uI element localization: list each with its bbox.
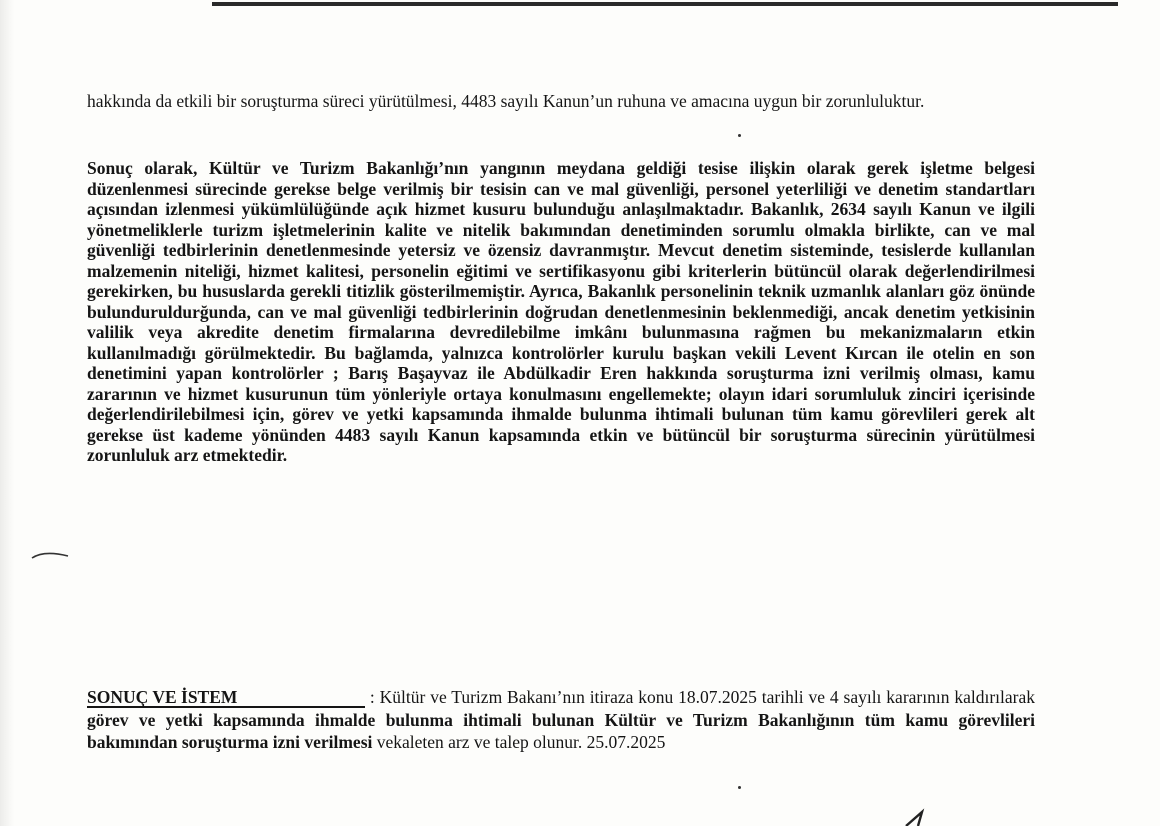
scan-page-edge — [0, 0, 14, 826]
request-section — [87, 686, 1035, 754]
margin-pen-mark — [30, 548, 70, 562]
request-text-part-1: : Kültür ve Turizm Bakanı’nın itiraza konu 18.07.2025 tarihli ve 4 sayılı kararının kaldırılarak — [369, 687, 1036, 707]
paragraph-1: hakkında da etkili bir soruşturma süreci yürütülmesi, 4483 sayılı Kanun’un ruhuna ve amacına uygun bir zorunluluktur. — [87, 91, 925, 111]
top-rule-line — [212, 2, 1118, 6]
request-text-bold: görev ve yetki kapsamında ihmalde bulunma ihtimali bulunan Kültür ve Turizm Bakanlığının tüm kamu görevlileri bakımından soruşturma izni verilmesi — [87, 709, 1035, 752]
paragraph-2-conclusion: Sonuç olarak, Kültür ve Turizm Bakanlığı’nın yangının meydana geldiği tesise ilişkin olarak gerek işletme belgesi düzenlenmesi sürecinde gerekse belge verilmiş bir tesisin can ve mal güvenliği, personel yeterliliği ve denetim standartları açısından izlenmesi yükümlülüğünde açık hizmet kusuru bulunduğu anlaşılmaktadır. Bakanlık, 2634 sayılı Kanun ve ilgili yönetmeliklerle turizm işletmelerinin kalite ve nitelik bakımından denetiminden sorumlu olmakla birlikte, can ve mal güvenliği tedbirlerinin denetlenmesinde yetersiz ve özensiz davranmıştır. Mevcut denetim sisteminde, tesislerde kullanılan malzemenin niteliği, hizmet kalitesi, personelin eğitimi ve sertifikasyonu gibi kriterlerin bütüncül olarak değerlendirilmesi gerekirken, bu hususlarda gerekli titizlik gösterilmemiştir. Ayrıca, Bakanlık personelinin teknik uzmanlık alanları göz önünde bulunduruldurğunda, can ve mal güvenliği tedbirlerinin doğrudan denetlenmesinin beklenmediği, ancak denetim yetkisinin valilik veya akredite denetim firmalarına devredilebilme imkânı bulunmasına rağmen bu mekanizmaların etkin kullanılmadığı görülmektedir. Bu bağlamda, yalnızca kontrolörler kurulu başkan vekili Levent Kırcan ile otelin en son denetimini yapan kontrolörler ; Barış Başayvaz ile Abdülkadir Eren hakkında soruşturma izni verilmiş olması, kamu zararının ve hizmet kusurunun tüm yönleriyle ortaya konulmasını engellemekte; olayın idari sorumluluk zinciri içerisinde değerlendirilebilmesi için, görev ve yetki kapsamında ihmalde bulunma ihtimali bulunan tüm kamu görevlileri gerek alt gerekse üst kademe yönünden 4483 sayılı Kanun kapsamında etkin ve bütüncül bir soruşturma sürecinin yürütülmesi zorunluluk arz etmektedir. — [87, 158, 1035, 465]
scan-speck — [738, 786, 741, 789]
scan-speck — [738, 134, 741, 137]
request-text-part-2: vekaleten arz ve talep olunur. 25.07.2025 — [372, 732, 666, 752]
signature-pen-stroke — [900, 806, 940, 826]
request-heading: SONUÇ VE İSTEM — [87, 688, 365, 708]
